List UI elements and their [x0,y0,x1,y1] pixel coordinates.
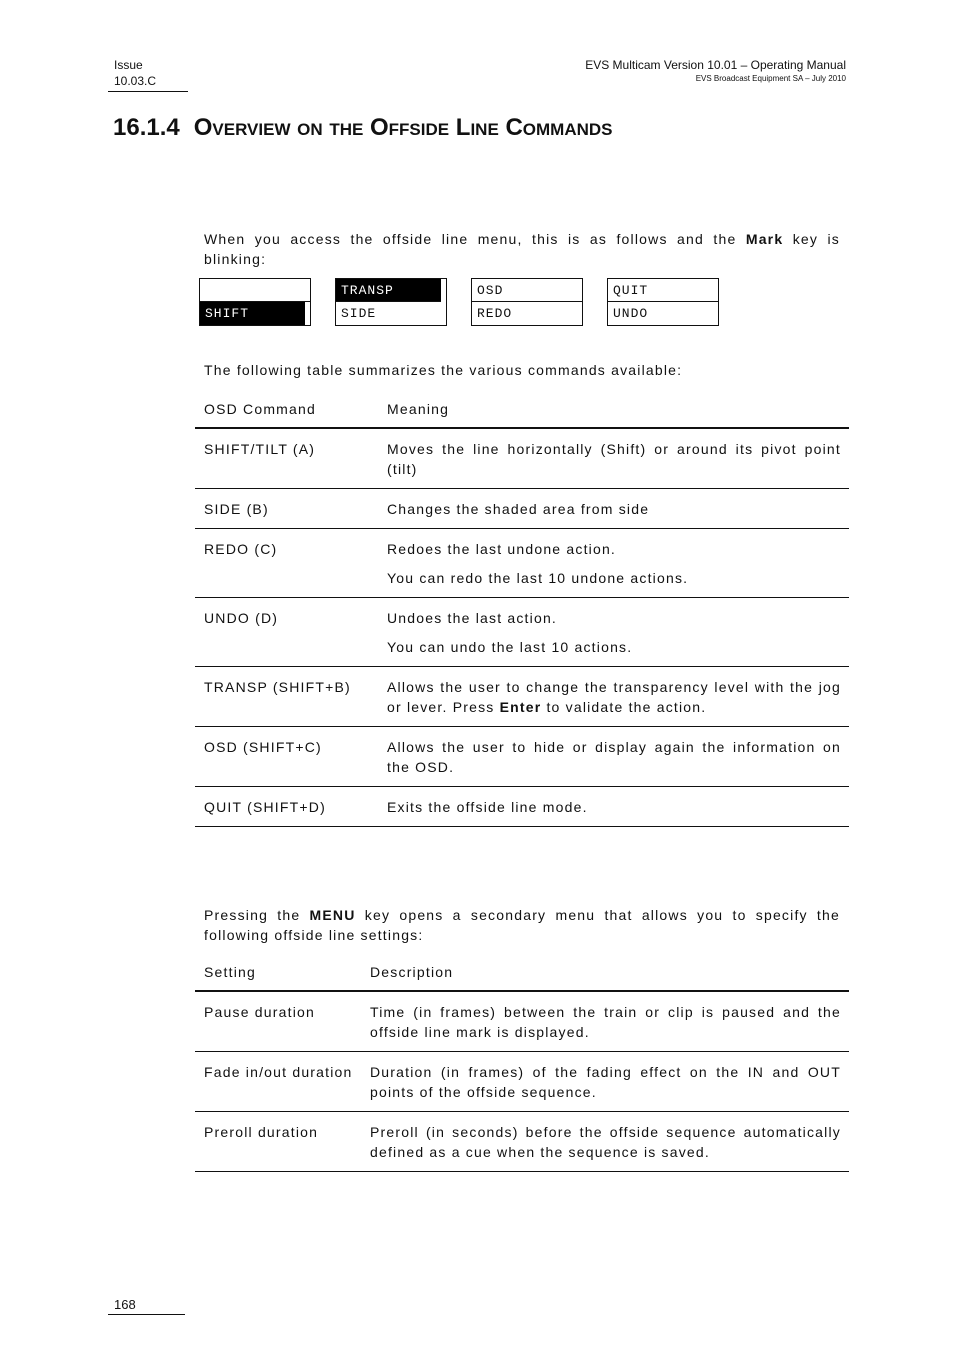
osd-cell-quit: QUIT [608,279,718,302]
header-setting: Setting [204,964,256,980]
section-title: Overview on the Offside Line Commands [193,114,613,141]
section-heading [113,114,613,142]
intro-text-end: key is blinking: [204,231,840,267]
issue-block [114,57,156,89]
command-cell: SHIFT/TILT (A) [204,441,316,457]
enter-key-label: Enter [499,699,542,715]
command-cell: QUIT (SHIFT+D) [204,799,326,815]
meaning-cell [387,499,841,519]
table-row [195,1052,849,1112]
meaning-cell [387,737,841,777]
table-row [195,992,849,1052]
menu-intro-text: Pressing the [204,907,310,923]
table-row [195,489,849,529]
header-meaning: Meaning [387,401,450,417]
meaning-cell [387,539,841,588]
osd-cell-osd: OSD [472,279,582,302]
table-row [195,787,849,827]
osd-cell-side: SIDE [341,306,377,321]
osd-cell-top [200,279,310,302]
settings-table [195,962,849,1172]
table-row [195,598,849,667]
meaning-text: Redoes the last undone action. [387,541,617,557]
command-cell: UNDO (D) [204,610,279,626]
document-subtitle: EVS Broadcast Equipment SA – July 2010 [695,74,846,83]
document-title: EVS Multicam Version 10.01 – Operating Manual [585,58,846,72]
description-cell [370,1062,841,1102]
table-row [195,667,849,727]
menu-intro-paragraph [204,905,840,945]
meaning-text: Undoes the last action. [387,610,558,626]
description-text: Preroll (in seconds) before the offside sequence automatically defined as a cue when the sequence is saved. [370,1124,841,1160]
intro-paragraph [204,229,840,269]
osd-menu-box-2 [335,278,447,326]
description-text: Time (in frames) between the train or clip is paused and the offside line mark is displayed. [370,1004,841,1040]
meaning-cell [387,677,841,717]
header-description: Description [370,964,454,980]
meaning-text: You can undo the last 10 actions. [387,639,633,655]
command-cell: SIDE (B) [204,501,269,517]
osd-cell-shift: SHIFT [200,302,305,325]
osd-menu-box-4 [607,278,719,326]
table-row [195,1112,849,1172]
meaning-cell [387,608,841,657]
table-row [195,429,849,489]
osd-cell-redo: REDO [477,306,513,321]
description-cell [370,1002,841,1042]
meaning-text-part: to validate the action. [541,699,707,715]
meaning-text: You can redo the last 10 undone actions. [387,570,689,586]
setting-cell: Fade in/out duration [204,1064,353,1080]
meaning-text [387,677,841,717]
header-osd-command: OSD Command [204,401,317,417]
table-header [195,399,849,429]
meaning-text: Exits the offside line mode. [387,799,588,815]
mark-key-label: Mark [745,231,784,247]
page-number: 168 [114,1297,136,1312]
commands-intro: The following table summarizes the various commands available: [204,362,683,378]
issue-label: Issue [114,58,143,72]
intro-text: When you access the offside line menu, this is as follows and the [204,231,746,247]
table-header [195,962,849,992]
meaning-text: Changes the shaded area from side [387,501,650,517]
command-cell: REDO (C) [204,541,278,557]
setting-cell: Preroll duration [204,1124,319,1140]
osd-menu-box-3 [471,278,583,326]
osd-cell-undo: UNDO [613,306,649,321]
meaning-text: Moves the line horizontally (Shift) or around its pivot point (tilt) [387,441,841,477]
command-cell: OSD (SHIFT+C) [204,739,322,755]
issue-number: 10.03.C [114,74,157,88]
menu-intro-text-end: key opens a secondary menu that allows you to specify the following offside line settings: [204,907,840,943]
page-number-divider [108,1314,185,1315]
commands-table [195,399,849,827]
osd-menu-box-1 [199,278,311,326]
osd-cell-transp: TRANSP [336,279,441,302]
command-cell: TRANSP (SHIFT+B) [204,679,351,695]
section-number: 16.1.4 [113,114,180,141]
description-text: Duration (in frames) of the fading effect on the IN and OUT points of the offside sequence. [370,1064,841,1100]
menu-key-label: MENU [309,907,356,923]
issue-divider [108,91,188,92]
meaning-text: Allows the user to hide or display again the information on the OSD. [387,739,841,775]
table-row [195,529,849,598]
meaning-cell [387,439,841,479]
setting-cell: Pause duration [204,1004,315,1020]
meaning-text-part: Allows the user to change the transparency level with the jog or lever. Press [387,679,841,715]
meaning-cell [387,797,841,817]
description-cell [370,1122,841,1162]
table-row [195,727,849,787]
